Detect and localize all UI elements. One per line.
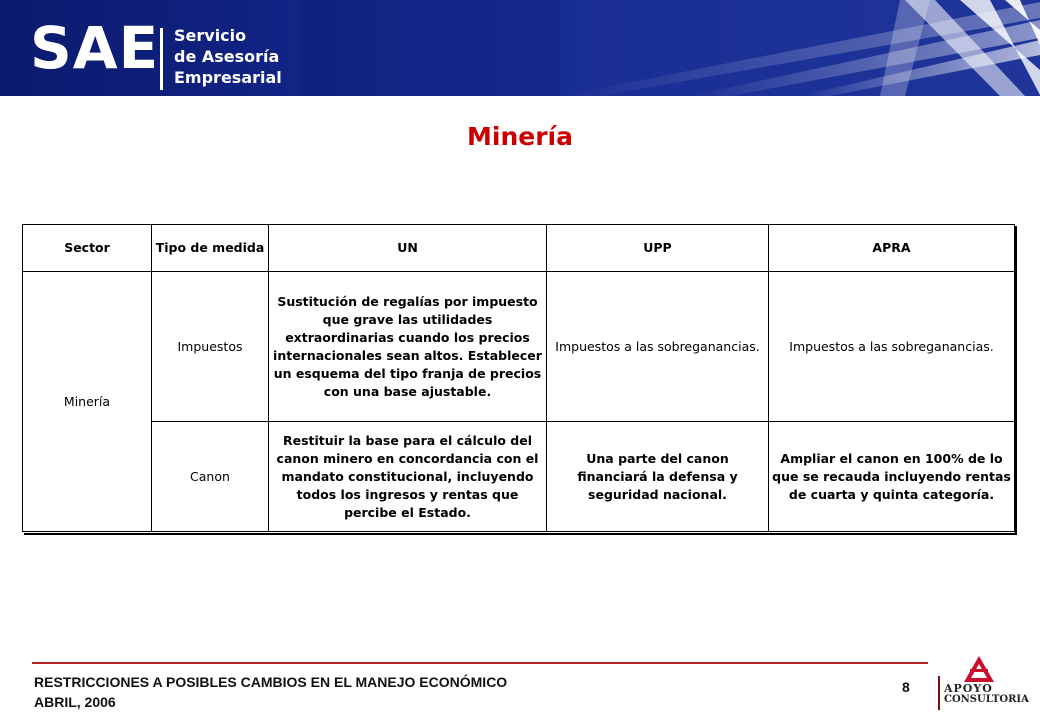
logo-line-3: Empresarial	[174, 68, 282, 87]
table-row	[23, 422, 1015, 532]
measures-table	[22, 224, 1015, 532]
page-number: 8	[902, 679, 910, 695]
tipo-cell: Impuestos	[152, 272, 269, 422]
header-banner	[0, 0, 1040, 96]
column-header-upp: UPP	[547, 225, 769, 272]
table-header-row	[23, 225, 1015, 272]
apra-cell: Impuestos a las sobreganancias.	[769, 272, 1015, 422]
sector-cell: Minería	[23, 272, 152, 532]
logo-divider	[160, 28, 163, 90]
footer-divider	[32, 662, 928, 664]
apoyo-brand-line-1: APOYO	[944, 682, 993, 695]
column-header-sector: Sector	[23, 225, 152, 272]
apra-cell: Ampliar el canon en 100% de lo que se recauda incluyendo rentas de cuarta y quinta categoría.	[769, 422, 1015, 532]
logo-line-2: de Asesoría	[174, 47, 280, 66]
column-header-un: UN	[269, 225, 547, 272]
apoyo-logo-mark-icon	[964, 656, 994, 682]
logo-wordmark	[174, 25, 282, 88]
tipo-cell: Canon	[152, 422, 269, 532]
un-cell: Restituir la base para el cálculo del canon minero en concordancia con el mandato constitucional, incluyendo todos los ingresos y rentas que percibe el Estado.	[269, 422, 547, 532]
page-title: Minería	[467, 122, 573, 151]
logo-abbreviation: SAE	[30, 14, 160, 82]
apoyo-divider	[938, 676, 940, 710]
footer-title: RESTRICCIONES A POSIBLES CAMBIOS EN EL MANEJO ECONÓMICO	[34, 674, 508, 690]
table-row	[23, 272, 1015, 422]
column-header-tipo: Tipo de medida	[152, 225, 269, 272]
apoyo-brand-line-2: CONSULTORIA	[944, 694, 1029, 705]
upp-cell: Una parte del canon financiará la defensa y seguridad nacional.	[547, 422, 769, 532]
apoyo-logo	[936, 656, 1036, 716]
footer-date: ABRIL, 2006	[34, 694, 116, 710]
logo-line-1: Servicio	[174, 26, 247, 45]
un-cell: Sustitución de regalías por impuesto que grave las utilidades extraordinarias cuando los precios internacionales sean altos. Establecer un esquema del tipo franja de precios con una base ajustable.	[269, 272, 547, 422]
column-header-apra: APRA	[769, 225, 1015, 272]
upp-cell: Impuestos a las sobreganancias.	[547, 272, 769, 422]
